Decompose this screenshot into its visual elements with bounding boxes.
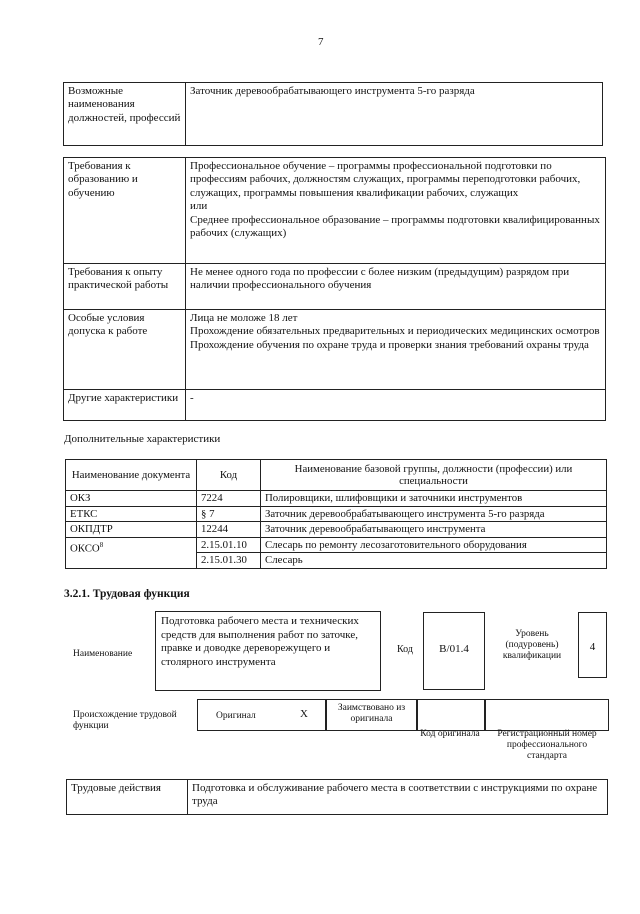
orig-code-label: Код оригинала xyxy=(420,729,480,739)
requirement-line: Среднее профессиональное образование – программы подготовки квалифицированных рабочих (служащих) xyxy=(190,213,600,240)
reg-number-cell xyxy=(484,699,609,731)
row-code: 12244 xyxy=(197,522,261,538)
row-doc: ОКПДТР xyxy=(66,522,197,538)
requirement-row xyxy=(64,310,606,390)
footnote-mark: 8 xyxy=(99,540,104,549)
orig-code-cell xyxy=(416,699,486,731)
requirement-line: Прохождение обучения по охране труда и проверки знания требований охраны труда xyxy=(190,338,589,351)
level-box xyxy=(578,612,607,678)
additional-title: Дополнительные характеристики xyxy=(64,433,221,445)
actions-table xyxy=(66,779,608,815)
requirement-line: Не менее одного года по профессии с более низким (предыдущим) разрядом при наличии профессионального обучения xyxy=(190,266,570,292)
requirements-table xyxy=(63,157,606,421)
requirement-value xyxy=(186,390,606,421)
function-name-label: Наименование xyxy=(73,649,133,659)
row-code: 2.15.01.10 xyxy=(197,537,261,553)
requirement-label: Другие характеристики xyxy=(64,390,186,421)
positions-table xyxy=(63,82,603,146)
function-code-label: Код xyxy=(397,644,413,655)
row-name: Слесарь по ремонту лесозаготовительного оборудования xyxy=(261,537,607,553)
function-name-box xyxy=(155,611,381,691)
table-row xyxy=(66,522,607,538)
header-doc: Наименование документа xyxy=(66,460,197,491)
row-name: Полировщики, шлифовщики и заточники инструментов xyxy=(261,491,607,507)
level-value: 4 xyxy=(589,641,596,653)
requirement-label: Особые условия допуска к работе xyxy=(64,310,186,390)
table-row xyxy=(66,491,607,507)
origin-label: Происхождение трудовой функции xyxy=(73,710,177,731)
row-name: Заточник деревообрабатывающего инструмента 5-го разряда xyxy=(261,506,607,522)
original-mark: X xyxy=(300,708,308,720)
borrowed-label: Заимствовано из оригинала xyxy=(337,703,406,724)
additional-table xyxy=(65,459,607,569)
original-cell xyxy=(197,699,327,731)
requirement-line: Лица не моложе 18 лет xyxy=(190,312,298,324)
header-name: Наименование базовой группы, должности (профессии) или специальности xyxy=(261,460,607,491)
level-label: Уровень (подуровень) квалификации xyxy=(502,629,562,661)
positions-label: Возможные наименования должностей, профессий xyxy=(64,83,186,146)
actions-value: Подготовка и обслуживание рабочего места в соответствии с инструкциями по охране труда xyxy=(188,780,608,815)
function-code-box xyxy=(423,612,485,690)
requirement-value xyxy=(186,310,606,390)
table-header-row xyxy=(66,460,607,491)
page-number: 7 xyxy=(318,36,324,48)
requirement-row xyxy=(64,158,606,264)
requirement-line: или xyxy=(190,200,208,213)
row-doc xyxy=(66,537,197,568)
row-code: § 7 xyxy=(197,506,261,522)
requirement-line: - xyxy=(190,392,194,404)
requirement-row xyxy=(64,390,606,421)
positions-value: Заточник деревообрабатывающего инструмента 5-го разряда xyxy=(186,83,603,146)
row-name: Заточник деревообрабатывающего инструмента xyxy=(261,522,607,538)
row-name: Слесарь xyxy=(261,553,607,569)
function-name-value: Подготовка рабочего места и технических средств для выполнения работ по заточке, правке и доводке дереворежущего и столярного инструмента xyxy=(161,615,359,668)
row-doc-text: ОКСО xyxy=(70,542,100,555)
section-title: 3.2.1. Трудовая функция xyxy=(64,588,190,600)
row-doc: ЕТКС xyxy=(66,506,197,522)
table-row xyxy=(66,537,607,553)
requirement-line: Прохождение обязательных предварительных и периодических медицинских осмотров xyxy=(190,325,600,338)
requirement-value xyxy=(186,264,606,310)
requirement-label: Требования к опыту практической работы xyxy=(64,264,186,310)
reg-number-label: Регистрационный номер профессионального стандарта xyxy=(497,729,597,761)
table-row xyxy=(66,506,607,522)
requirement-row xyxy=(64,264,606,310)
row-code: 2.15.01.30 xyxy=(197,553,261,569)
row-code: 7224 xyxy=(197,491,261,507)
requirement-line: Профессиональное обучение – программы профессиональной подготовки по профессиям рабочих, должностям служащих, программы переподготовки рабочих, служащих, программы повышения квалификации рабочих, служащих xyxy=(190,160,581,199)
actions-row xyxy=(67,780,608,815)
function-code-value: B/01.4 xyxy=(439,643,469,655)
actions-label: Трудовые действия xyxy=(67,780,188,815)
borrowed-cell xyxy=(325,699,418,731)
requirement-value xyxy=(186,158,606,264)
row-doc: ОКЗ xyxy=(66,491,197,507)
header-code: Код xyxy=(197,460,261,491)
requirement-label: Требования к образованию и обучению xyxy=(64,158,186,264)
original-label: Оригинал xyxy=(216,711,256,721)
